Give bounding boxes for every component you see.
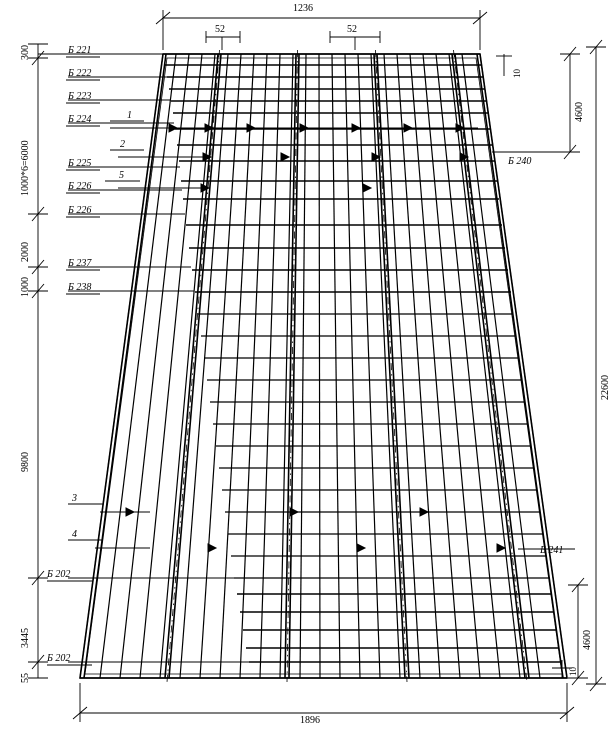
dim-top-52-right: 52 bbox=[347, 24, 357, 35]
mark-b225: Б 225 bbox=[68, 158, 92, 169]
leader-number-3: 3 bbox=[72, 493, 77, 504]
mark-b202-a: Б 202 bbox=[47, 569, 71, 580]
mark-b240: Б 240 bbox=[508, 156, 532, 167]
dim-left-9800: 9800 bbox=[20, 452, 31, 472]
dim-right-10-top: 10 bbox=[512, 69, 522, 78]
mark-b221: Б 221 bbox=[68, 45, 92, 56]
mark-b222: Б 222 bbox=[68, 68, 92, 79]
mark-b223: Б 223 bbox=[68, 91, 92, 102]
mark-b238: Б 238 bbox=[68, 282, 92, 293]
mark-b226-b: Б 226 bbox=[68, 205, 92, 216]
leader-number-1: 1 bbox=[127, 110, 132, 121]
leader-number-2: 2 bbox=[120, 139, 125, 150]
dim-bottom-total: 1896 bbox=[300, 715, 320, 726]
dim-left-55: 55 bbox=[20, 673, 31, 683]
dim-left-1000x6: 1000*6=6000 bbox=[20, 140, 31, 196]
dim-right-total: 22600 bbox=[600, 375, 611, 400]
mark-b224: Б 224 bbox=[68, 114, 92, 125]
mark-b241: Б 241 bbox=[540, 545, 564, 556]
dim-left-300: 300 bbox=[20, 45, 31, 60]
mark-b202-b: Б 202 bbox=[47, 653, 71, 664]
dim-right-4600-top: 4600 bbox=[574, 102, 585, 122]
dim-right-4600-bottom: 4600 bbox=[582, 630, 593, 650]
mark-b226-a: Б 226 bbox=[68, 181, 92, 192]
dim-right-10-bottom: 10 bbox=[568, 667, 578, 676]
dim-top-52-left: 52 bbox=[215, 24, 225, 35]
dim-left-3445: 3445 bbox=[20, 628, 31, 648]
leader-number-4: 4 bbox=[72, 529, 77, 540]
leader-number-5: 5 bbox=[119, 170, 124, 181]
mark-b237: Б 237 bbox=[68, 258, 92, 269]
dim-top-total: 1236 bbox=[293, 3, 313, 14]
dim-left-2000: 2000 bbox=[20, 242, 31, 262]
dim-left-1000: 1000 bbox=[20, 277, 31, 297]
